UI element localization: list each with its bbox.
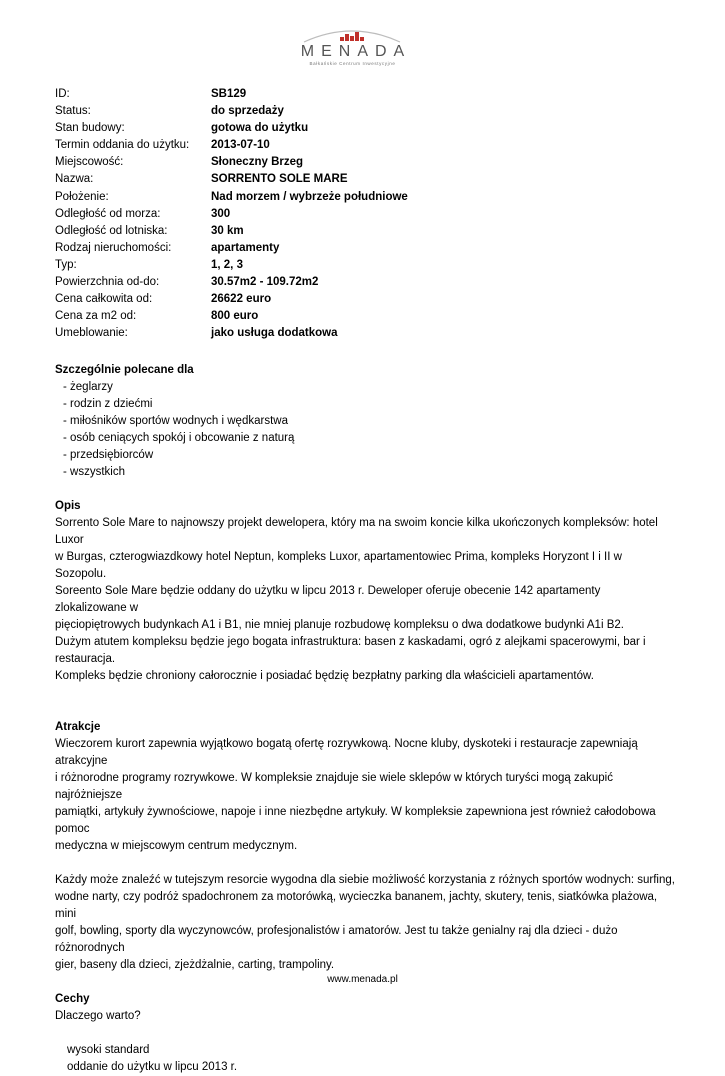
info-row [55, 308, 408, 325]
info-value: gotowa do użytku [211, 122, 309, 135]
atrakcje-line: i różnorodne programy rozrywkowe. W kompleksie znajduje sie wiele sklepów w których turyści mogą zakupić najróżniejsze [55, 772, 613, 801]
opis-line: Kompleks będzie chroniony całorocznie i posiadać będzię bezpłatny parking dla właścicieli apartamentów. [55, 670, 594, 682]
info-label: Odległość od lotniska: [55, 224, 168, 237]
atrakcje-line: Każdy może znaleźć w tutejszym resorcie wygodna dla siebie możliwość korzystania z różnych sportów wodnych: surfing, [55, 874, 675, 886]
recommended-item: - miłośników sportów wodnych i wędkarstwa [63, 415, 288, 427]
atrakcje-paragraph-1 [55, 736, 675, 855]
atrakcje-line: medyczna w miejscowym centrum medycznym. [55, 840, 298, 852]
recommended-item: - osób ceniących spokój i obcowanie z naturą [63, 432, 295, 444]
info-row [55, 137, 408, 154]
info-value: 2013-07-10 [211, 139, 270, 152]
atrakcje-line: golf, bowling, sporty dla wyczynowców, profesjonalistów i amatorów. Jest tu także genialny raj dla dzieci - dużo różnorodnych [55, 925, 618, 954]
info-value: SORRENTO SOLE MARE [211, 173, 348, 186]
opis-line: restauracja. [55, 653, 116, 665]
logo-name: MENADA [300, 43, 412, 60]
info-label: Powierzchnia od-do: [55, 276, 160, 289]
atrakcje-line: gier, baseny dla dzieci, zjeżdżalnie, carting, trampoliny. [55, 959, 335, 971]
menada-logo [290, 26, 415, 70]
opis-line: Dużym atutem kompleksu będzie jego bogata infrastruktura: basen z kaskadami, ogró z alejkami spacerowymi, bar i [55, 636, 646, 648]
info-row [55, 120, 408, 137]
logo-square [350, 36, 354, 41]
info-label: Położenie: [55, 190, 109, 203]
opis-line: pięciopiętrowych budynkach A1 i B1, nie mniej planuje rozbudowę kompleksu o dwa dodatkowe budynki A1i B2. [55, 619, 624, 631]
logo-square [355, 32, 359, 41]
recommended-list [55, 379, 675, 481]
recommended-title: Szczególnie polecane dla [55, 364, 194, 376]
info-row [55, 223, 408, 240]
info-row [55, 171, 408, 188]
info-value: 30 km [211, 224, 244, 237]
info-label: Odległość od morza: [55, 207, 161, 220]
info-label: Rodzaj nieruchomości: [55, 241, 172, 254]
atrakcje-line: wodne narty, czy podróż spadochronem za motorówką, wycieczka bananem, jachty, skutery, tenis, siatkówka plażowa, mini [55, 891, 658, 920]
cechy-item: wysoki standard [67, 1044, 150, 1056]
opis-line: w Burgas, czterogwiazdkowy hotel Neptun, kompleks Luxor, apartamentowiec Prima, kompleks Horyzont I i II w Sozopolu. [55, 551, 622, 580]
atrakcje-line: Wieczorem kurort zapewnia wyjątkowo bogatą ofertę rozrywkową. Nocne kluby, dyskoteki i restauracje zapewniają atrakcyjne [55, 738, 638, 767]
cechy-list [55, 1042, 675, 1076]
opis-line: Sorrento Sole Mare to najnowszy projekt dewelopera, który ma na swoim koncie kilka ukończonych kompleksów: hotel Luxor [55, 517, 658, 546]
info-value: 26622 euro [211, 293, 272, 306]
atrakcje-title: Atrakcje [55, 721, 101, 733]
info-label: Cena za m2 od: [55, 310, 137, 323]
logo-subtitle: Bałkańskie Centrum Inwestycyjne [309, 61, 396, 66]
info-row [55, 86, 408, 103]
opis-title: Opis [55, 500, 81, 512]
info-row [55, 274, 408, 291]
atrakcje-paragraph-2 [55, 872, 675, 974]
footer-url[interactable]: www.menada.pl [327, 974, 398, 985]
info-value: jako usługa dodatkowa [211, 327, 338, 340]
info-value: do sprzedaży [211, 105, 284, 118]
info-value: 800 euro [211, 310, 259, 323]
info-label: Termin oddania do użytku: [55, 139, 190, 152]
info-value: 300 [211, 207, 231, 220]
logo-square [360, 37, 364, 41]
info-label: Stan budowy: [55, 122, 125, 135]
atrakcje-line: pamiątki, artykuły żywnościowe, napoje i inne niezbędne artykuły. W kompleksie zapewniona jest również całodobowa pomoc [55, 806, 656, 835]
info-row [55, 257, 408, 274]
recommended-item: - wszystkich [63, 466, 125, 478]
info-label: ID: [55, 88, 70, 100]
cechy-title: Cechy [55, 993, 90, 1005]
opis-line: Soreento Sole Mare będzie oddany do użytku w lipcu 2013 r. Deweloper oferuje obecenie 142 apartamenty zlokalizowane w [55, 585, 601, 614]
info-label: Miejscowość: [55, 156, 124, 169]
info-label: Status: [55, 105, 91, 118]
info-value: Nad morzem / wybrzeże południowe [211, 190, 408, 203]
info-label: Nazwa: [55, 173, 94, 186]
info-row [55, 240, 408, 257]
info-row [55, 206, 408, 223]
info-row [55, 325, 408, 342]
info-row [55, 291, 408, 308]
info-value: SB129 [211, 88, 247, 100]
info-value: Słoneczny Brzeg [211, 156, 304, 169]
recommended-item: - rodzin z dziećmi [63, 398, 153, 410]
recommended-item: - żeglarzy [63, 381, 113, 393]
info-value: apartamenty [211, 241, 280, 254]
info-row [55, 154, 408, 171]
cechy-item: oddanie do użytku w lipcu 2013 r. [67, 1061, 238, 1073]
info-label: Umeblowanie: [55, 327, 128, 340]
logo-square [340, 37, 344, 41]
recommended-item: - przedsiębiorców [63, 449, 154, 461]
info-value: 1, 2, 3 [211, 258, 243, 271]
content [55, 362, 675, 1076]
info-value: 30.57m2 - 109.72m2 [211, 276, 319, 289]
cechy-subtitle: Dlaczego warto? [55, 1010, 141, 1022]
property-info-table [55, 86, 408, 342]
opis-text [55, 515, 675, 685]
info-row [55, 103, 408, 120]
info-label: Cena całkowita od: [55, 293, 153, 306]
info-label: Typ: [55, 258, 77, 271]
logo-square [345, 34, 349, 41]
info-row [55, 189, 408, 206]
